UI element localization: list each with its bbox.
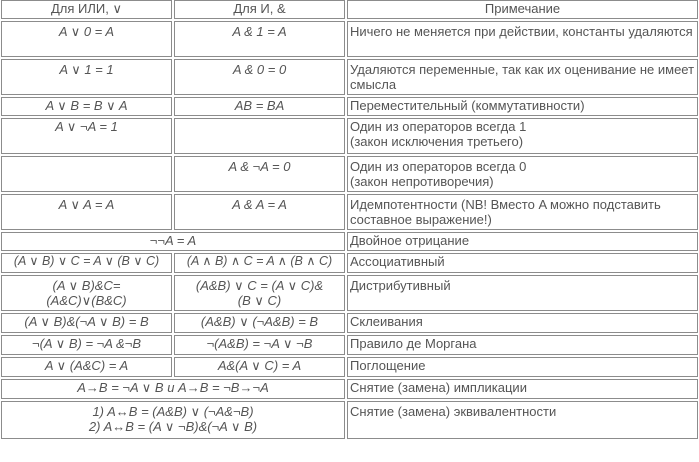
note-cell: Поглощение	[347, 357, 698, 377]
and-cell: (A&B) ∨ C = (A ∨ C)& (B ∨ C)	[174, 275, 345, 311]
and-cell: A & 1 = A	[174, 21, 345, 57]
table-row	[1, 118, 698, 154]
or-cell: A ∨ A = A	[1, 194, 172, 230]
header-and: Для И, &	[174, 0, 345, 19]
or-cell: A ∨ ¬A = 1	[1, 118, 172, 154]
table-row	[1, 401, 698, 439]
header-or: Для ИЛИ, ∨	[1, 0, 172, 19]
note-cell: Переместительный (коммутативности)	[347, 97, 698, 116]
header-note: Примечание	[347, 0, 698, 19]
or-cell: A ∨ (A&C) = A	[1, 357, 172, 377]
note-cell: Дистрибутивный	[347, 275, 698, 311]
table-row	[1, 253, 698, 273]
and-cell: (A&B) ∨ (¬A&B) = B	[174, 313, 345, 333]
and-cell: AB = BA	[174, 97, 345, 116]
or-cell: (A ∨ B)&(¬A ∨ B) = B	[1, 313, 172, 333]
table-row	[1, 59, 698, 95]
table-row	[1, 21, 698, 57]
both-cell: ¬¬A = A	[1, 232, 345, 251]
note-cell: Ассоциативный	[347, 253, 698, 273]
both-cell: A→B = ¬A ∨ B и A→B = ¬B→¬A	[1, 379, 345, 399]
and-cell: A & A = A	[174, 194, 345, 230]
table-row	[1, 194, 698, 230]
both-cell: 1) A↔B = (A&B) ∨ (¬A&¬B) 2) A↔B = (A ∨ ¬B)&(¬A ∨ B)	[1, 401, 345, 439]
or-cell: ¬(A ∨ B) = ¬A &¬B	[1, 335, 172, 355]
and-cell: ¬(A&B) = ¬A ∨ ¬B	[174, 335, 345, 355]
and-cell: A & ¬A = 0	[174, 156, 345, 192]
or-cell	[1, 156, 172, 192]
or-cell: (A ∨ B)&C= (A&C)∨(B&C)	[1, 275, 172, 311]
table-row	[1, 232, 698, 251]
table-row	[1, 313, 698, 333]
table-row	[1, 97, 698, 116]
or-cell: A ∨ 1 = 1	[1, 59, 172, 95]
or-cell: A ∨ 0 = A	[1, 21, 172, 57]
and-cell: A & 0 = 0	[174, 59, 345, 95]
note-cell: Один из операторов всегда 0 (закон непротиворечия)	[347, 156, 698, 192]
note-cell: Правило де Моргана	[347, 335, 698, 355]
or-cell: A ∨ B = B ∨ A	[1, 97, 172, 116]
note-cell: Двойное отрицание	[347, 232, 698, 251]
note-cell: Ничего не меняется при действии, константы удаляются	[347, 21, 698, 57]
note-cell: Один из операторов всегда 1 (закон исключения третьего)	[347, 118, 698, 154]
note-cell: Снятие (замена) импликации	[347, 379, 698, 399]
and-cell	[174, 118, 345, 154]
note-cell: Снятие (замена) эквивалентности	[347, 401, 698, 439]
table-row	[1, 275, 698, 311]
header-row	[1, 0, 698, 19]
table-row	[1, 156, 698, 192]
or-cell: (A ∨ B) ∨ C = A ∨ (B ∨ C)	[1, 253, 172, 273]
note-cell: Удаляются переменные, так как их оценивание не имеет смысла	[347, 59, 698, 95]
and-cell: A&(A ∨ C) = A	[174, 357, 345, 377]
and-cell: (A ∧ B) ∧ C = A ∧ (B ∧ C)	[174, 253, 345, 273]
table-row	[1, 335, 698, 355]
table-row	[1, 357, 698, 377]
table-row	[1, 379, 698, 399]
note-cell: Идемпотентности (NB! Вместо A можно подставить составное выражение!)	[347, 194, 698, 230]
note-cell: Склеивания	[347, 313, 698, 333]
